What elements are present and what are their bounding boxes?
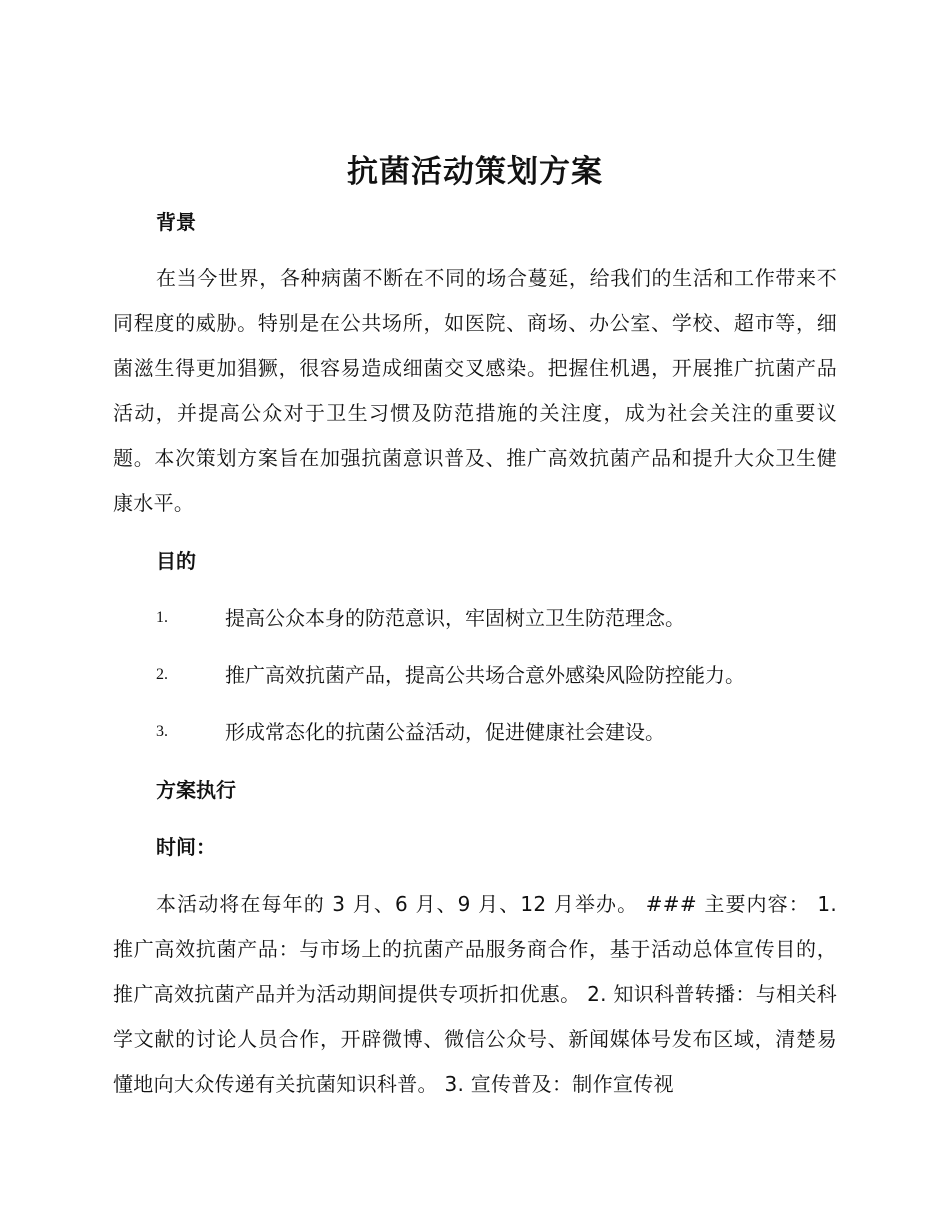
background-heading: 背景 bbox=[156, 210, 196, 234]
list-text: 提高公众本身的防范意识，牢固树立卫生防范理念。 bbox=[225, 606, 685, 630]
list-number: 2. bbox=[156, 666, 168, 683]
list-text: 形成常态化的抗菌公益活动，促进健康社会建设。 bbox=[225, 720, 665, 744]
purpose-heading: 目的 bbox=[156, 549, 196, 573]
list-number: 3. bbox=[156, 723, 168, 740]
list-number: 1. bbox=[156, 609, 168, 626]
background-paragraph: 在当今世界，各种病菌不断在不同的场合蔓延，给我们的生活和工作带来不同程度的威胁。特别是在公共场所，如医院、商场、办公室、学校、超市等，细菌滋生得更加猖獗，很容易造成细菌交叉感染。把握住机遇，开展推广抗菌产品活动，并提高公众对于卫生习惯及防范措施的关注度，成为社会关注的重要议题。本次策划方案旨在加强抗菌意识普及、推广高效抗菌产品和提升大众卫生健康水平。 bbox=[113, 266, 837, 515]
time-heading: 时间： bbox=[156, 835, 216, 859]
list-text: 推广高效抗菌产品，提高公共场合意外感染风险防控能力。 bbox=[225, 663, 745, 687]
execution-heading: 方案执行 bbox=[156, 778, 236, 802]
execution-paragraph: 本活动将在每年的 3 月、6 月、9 月、12 月举办。 ### 主要内容： 1. 推广高效抗菌产品：与市场上的抗菌产品服务商合作，基于活动总体宣传目的，推广高效抗菌产品并为活动期间提供专项折扣优惠。 2. 知识科普转播：与相关科学文献的讨论人员合作，开辟微博、微信公众号、新闻媒体号发布区域，清楚易懂地向大众传递有关抗菌知识科普。 3. 宣传普及：制作宣传视 bbox=[113, 892, 837, 1096]
document-title: 抗菌活动策划方案 bbox=[347, 154, 603, 190]
